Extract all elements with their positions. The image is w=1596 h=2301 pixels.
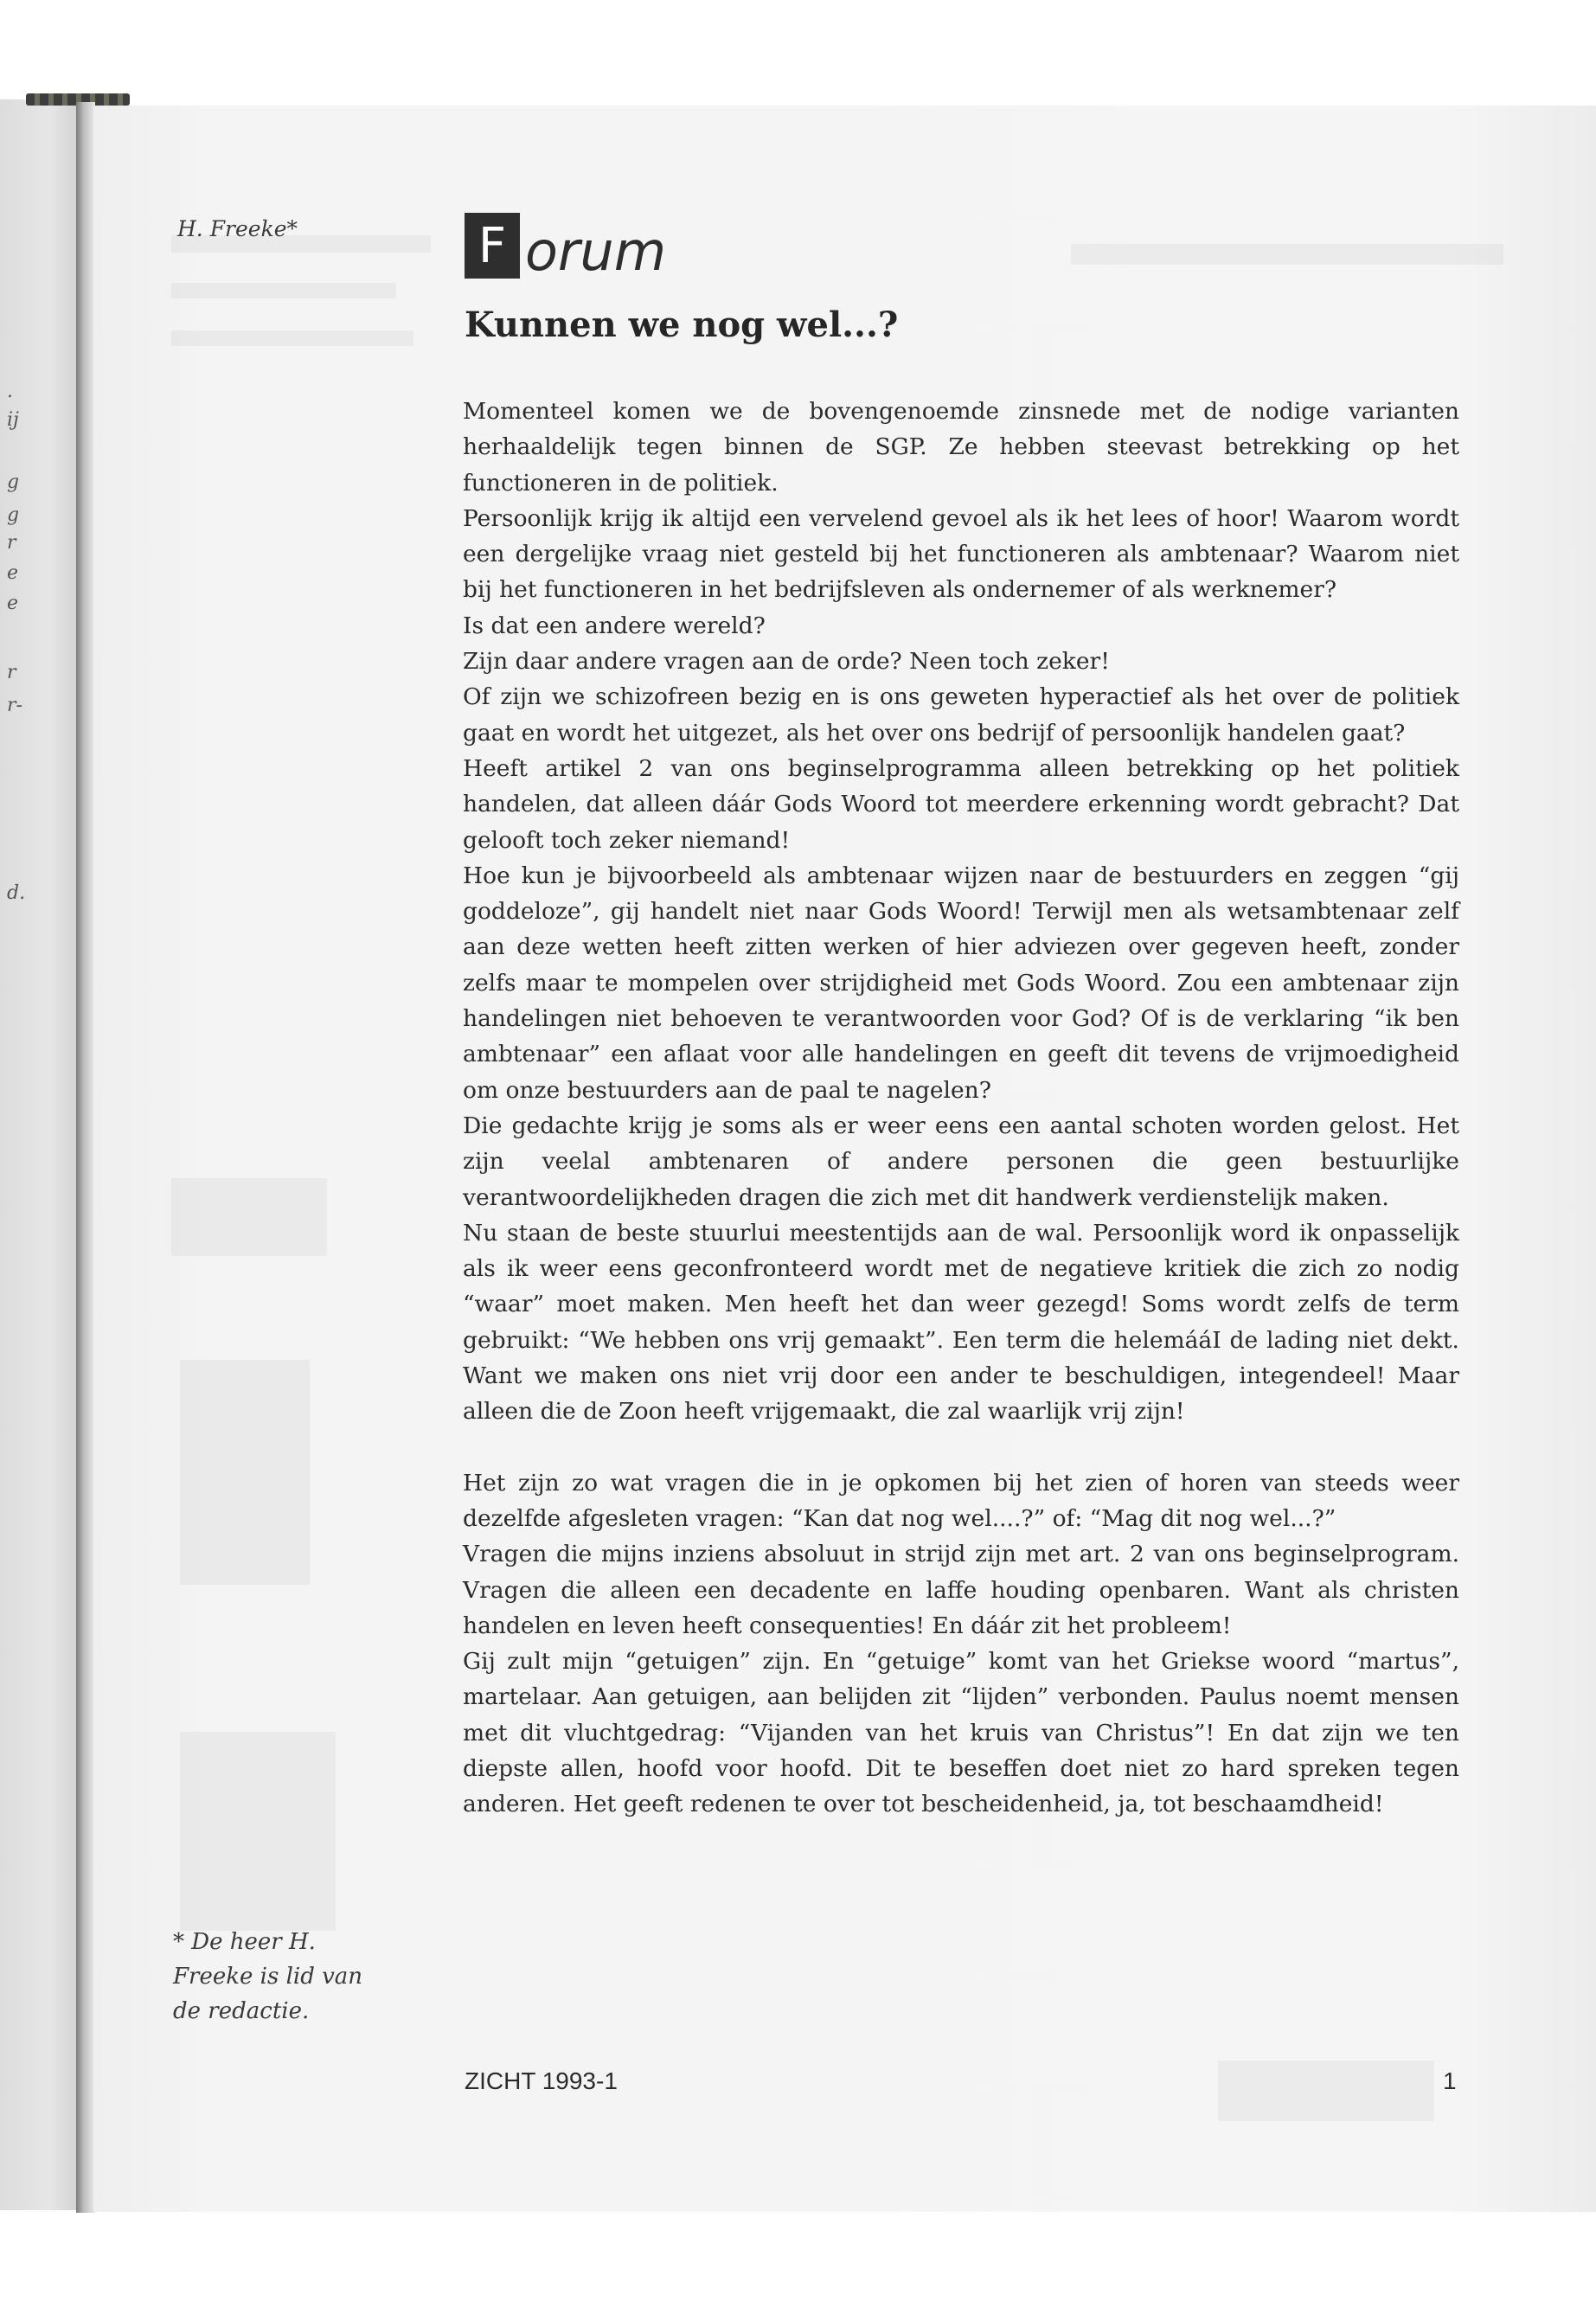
article-title: Kunnen we nog wel...? (465, 304, 899, 345)
left-page-fragment: g (7, 504, 20, 526)
paragraph: Die gedachte krijg je soms als er weer eens een aantal schoten worden gelost. Het zijn veelal ambtenaren of andere personen die geen bestuurlijke verantwoordelijkheden dragen die zich met dit handwerk verdienstelijk maken. (463, 1112, 1459, 1211)
section-heading-text: orum (525, 220, 667, 283)
show-through (171, 1178, 327, 1256)
show-through (171, 330, 413, 346)
paragraph: Hoe kun je bijvoorbeeld als ambtenaar wijzen naar de bestuurders en zeggen “gij goddeloze”, gij handelt niet naar Gods Woord! Terwijl men als wetsambtenaar zelf aan deze wetten heeft zitten werken of hier adviezen over gegeven heeft, zonder zelfs maar te mompelen over strijdigheid met Gods Woord. Zou een ambtenaar zijn handelingen niet behoeven te verantwoorden voor God? Of is de verklaring “ik ben ambtenaar” een aflaat voor alle handelingen en geeft dit tevens de vrijmoedigheid om onze bestuurders aan de paal te nagelen? (463, 862, 1459, 1104)
show-through (180, 1732, 336, 1931)
article-body (463, 394, 1459, 1823)
paragraph: Is dat een andere wereld? (463, 612, 766, 639)
section-heading (465, 201, 667, 283)
paragraph: Gij zult mijn “getuigen” zijn. En “getuige” komt van het Griekse woord “martus”, martelaar. Aan getuigen, aan belijden zit “lijden” verbonden. Paulus noemt mensen met dit vluchtgedrag: “Vijanden van het kruis van Christus”! En dat zijn we ten diepste allen, hoofd voor hoofd. Dit te beseffen doet niet zo hard spreken tegen anderen. Het geeft redenen te over tot bescheidenheid, ja, tot beschaamdheid! (463, 1648, 1459, 1818)
paragraph: Persoonlijk krijg ik altijd een vervelend gevoel als ik het lees of hoor! Waarom wordt een dergelijke vraag niet gesteld bij het functioneren als ambtenaar? Waarom niet bij het functioneren in het bedrijfsleven als ondernemer of als werknemer? (463, 504, 1459, 604)
paragraph: Heeft artikel 2 van ons beginselprogramma alleen betrekking op het politiek handelen, dat alleen dáár Gods Woord tot meerdere erkenning wordt gebracht? Dat gelooft toch zeker niemand! (463, 754, 1459, 854)
show-through (1071, 244, 1503, 265)
left-page-fragment: e (7, 593, 19, 614)
section-initial-box: F (465, 213, 520, 279)
author-name: H. Freeke* (177, 216, 298, 241)
left-page-fragment: . (7, 381, 13, 402)
left-page-fragment: r (7, 662, 16, 683)
show-through (171, 283, 396, 298)
left-page-fragment: d. (7, 882, 26, 904)
author-footnote: * De heer H. Freeke is lid van de redactie. (173, 1929, 363, 2024)
left-page-fragment: r- (7, 695, 22, 716)
show-through (180, 1360, 310, 1585)
left-page-fragment: g (7, 471, 20, 493)
show-through (1218, 2061, 1434, 2121)
journal-issue: ZICHT 1993-1 (465, 2067, 618, 2094)
paragraph: Vragen die mijns inziens absoluut in strijd zijn met art. 2 van ons beginselprogram. Vragen die alleen een decadente en laffe houding openbaren. Want als christen handelen en leven heeft consequenties! En dáár zit het probleem! (463, 1541, 1459, 1639)
left-page-fragment: r (7, 532, 16, 554)
left-page-fragment: e (7, 562, 19, 584)
left-page-fragment: ij (7, 409, 19, 431)
page-number: 1 (1443, 2067, 1457, 2094)
gutter-shadow (76, 102, 95, 2213)
left-facing-page (0, 99, 83, 2210)
paragraph: Zijn daar andere vragen aan de orde? Neen toch zeker! (463, 648, 1110, 676)
paragraph: Of zijn we schizofreen bezig en is ons geweten hyperactief als het over de politiek gaat en wordt het uitgezet, als het over ons bedrijf of persoonlijk handelen gaat? (463, 683, 1459, 747)
paragraph: Het zijn zo wat vragen die in je opkomen bij het zien of horen van steeds weer dezelfde afgesleten vragen: “Kan dat nog wel....?” of: “Mag dit nog wel...?” (463, 1469, 1459, 1532)
paragraph: Nu staan de beste stuurlui meestentijds aan de wal. Persoonlijk word ik onpasselijk als ik weer eens geconfronteerd wordt met de negatieve kritiek die zich zo nodig “waar” moet maken. Men heeft het dan weer gezegd! Soms wordt zelfs de term gebruikt: “We hebben ons vrij gemaakt”. Een term die helemááI de lading niet dekt. Want we maken ons niet vrij door een ander te beschuldigen, integendeel! Maar alleen die de Zoon heeft vrijgemaakt, die zal waarlijk vrij zijn! (463, 1219, 1459, 1426)
paragraph: Momenteel komen we de bovengenoemde zinsnede met de nodige varianten herhaaldelijk tegen binnen de SGP. Ze hebben steevast betrekking op het functioneren in de politiek. (463, 398, 1459, 497)
